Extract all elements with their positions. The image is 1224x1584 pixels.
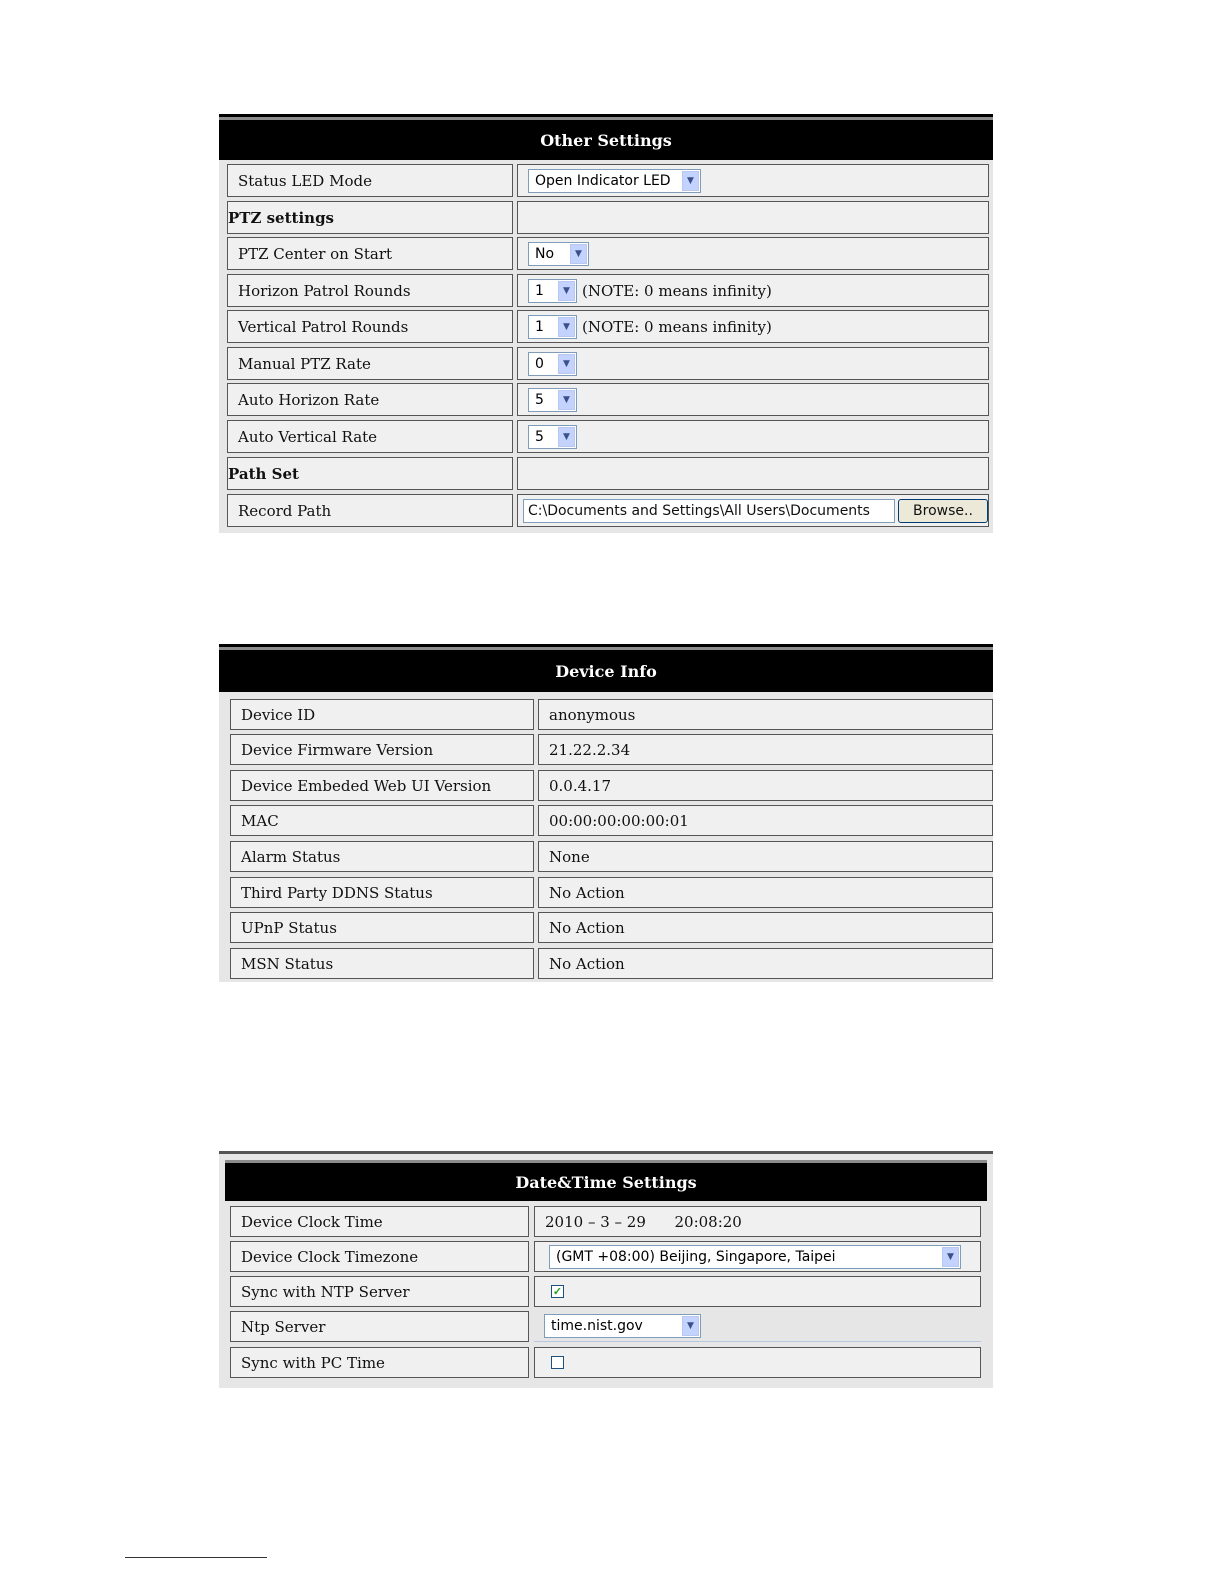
status-led-value-cell [517,164,989,197]
ptz-center-value-cell [517,237,989,270]
device-info-panel [219,644,993,982]
status-led-row [219,164,993,197]
chevron-down-icon[interactable]: ▼ [558,427,575,447]
browse-button[interactable]: Browse.. [898,499,988,523]
auto-horizon-rate-select[interactable] [528,388,577,412]
horizon-patrol-value-cell [517,274,989,307]
manual-ptz-rate-select[interactable] [528,352,577,376]
chevron-down-icon[interactable]: ▼ [558,281,575,301]
mac-row [219,805,993,836]
auto-vertical-rate-label: Auto Vertical Rate [227,420,513,453]
status-led-select-value: Open Indicator LED [535,172,671,189]
ptz-center-select[interactable] [528,242,589,266]
sync-pc-checkbox[interactable] [551,1356,564,1369]
firmware-version-value: 21.22.2.34 [538,734,993,765]
upnp-status-label: UPnP Status [230,912,534,943]
status-led-label: Status LED Mode [227,164,513,197]
auto-vertical-rate-row [219,420,993,453]
msn-status-label: MSN Status [230,948,534,979]
sync-ntp-row [219,1276,993,1307]
ptz-settings-section-row [219,201,993,234]
clock-time-row [219,1206,993,1237]
alarm-status-row [219,841,993,872]
ntp-server-select[interactable] [544,1314,701,1338]
ptz-center-select-value: No [535,245,555,262]
horizon-patrol-note: (NOTE: 0 means infinity) [582,281,772,300]
auto-vertical-rate-select-value: 5 [535,428,544,445]
timezone-select[interactable] [549,1245,961,1269]
web-ui-version-label: Device Embeded Web UI Version [230,770,534,801]
horizon-patrol-row [219,274,993,307]
sync-ntp-checkbox[interactable] [551,1285,564,1298]
alarm-status-label: Alarm Status [230,841,534,872]
timezone-row [219,1241,993,1272]
chevron-down-icon[interactable]: ▼ [682,1316,699,1336]
date-time-title: Date&Time Settings [225,1163,987,1201]
horizon-patrol-label: Horizon Patrol Rounds [227,274,513,307]
vertical-patrol-label: Vertical Patrol Rounds [227,310,513,343]
record-path-input[interactable]: C:\Documents and Settings\All Users\Documents [523,499,895,523]
manual-ptz-rate-select-value: 0 [535,355,544,372]
timezone-label: Device Clock Timezone [230,1241,529,1272]
sync-pc-value-cell [534,1347,981,1378]
chevron-down-icon[interactable]: ▼ [558,354,575,374]
ptz-center-label: PTZ Center on Start [227,237,513,270]
sync-pc-label: Sync with PC Time [230,1347,529,1378]
device-id-row [219,699,993,730]
device-id-label: Device ID [230,699,534,730]
ntp-server-label: Ntp Server [230,1311,529,1342]
vertical-patrol-note: (NOTE: 0 means infinity) [582,317,772,336]
vertical-patrol-row [219,310,993,343]
auto-horizon-rate-row [219,383,993,416]
chevron-down-icon[interactable]: ▼ [558,390,575,410]
firmware-version-label: Device Firmware Version [230,734,534,765]
horizon-patrol-select-value: 1 [535,282,544,299]
web-ui-version-row [219,770,993,801]
record-path-row [219,494,993,527]
path-set-heading: Path Set [227,457,513,490]
record-path-label: Record Path [227,494,513,527]
ddns-status-row [219,877,993,908]
web-ui-version-value: 0.0.4.17 [538,770,993,801]
auto-horizon-rate-label: Auto Horizon Rate [227,383,513,416]
auto-vertical-rate-select[interactable] [528,425,577,449]
other-settings-panel [219,114,993,533]
panel-top-border [219,1151,993,1154]
ddns-status-label: Third Party DDNS Status [230,877,534,908]
ntp-server-row [219,1311,993,1342]
clock-time-label: Device Clock Time [230,1206,529,1237]
msn-status-row [219,948,993,979]
device-id-value: anonymous [538,699,993,730]
other-settings-title: Other Settings [219,120,993,160]
clock-time-value: 2010 – 3 – 29 20:08:20 [534,1206,981,1237]
ntp-server-value-cell [534,1311,981,1342]
upnp-status-row [219,912,993,943]
chevron-down-icon[interactable]: ▼ [942,1247,959,1267]
auto-horizon-rate-select-value: 5 [535,391,544,408]
manual-ptz-rate-row [219,347,993,380]
ddns-status-value: No Action [538,877,993,908]
sync-ntp-label: Sync with NTP Server [230,1276,529,1307]
vertical-patrol-select[interactable] [528,315,577,339]
footnote-separator [125,1557,267,1558]
manual-ptz-rate-label: Manual PTZ Rate [227,347,513,380]
timezone-select-value: (GMT +08:00) Beijing, Singapore, Taipei [556,1248,836,1265]
vertical-patrol-select-value: 1 [535,318,544,335]
ptz-settings-empty-cell [517,201,989,234]
vertical-patrol-value-cell [517,310,989,343]
checkmark-icon: ✓ [552,1285,563,1298]
record-path-value-cell [517,494,989,527]
manual-ptz-rate-value-cell [517,347,989,380]
msn-status-value: No Action [538,948,993,979]
auto-vertical-rate-value-cell [517,420,989,453]
firmware-version-row [219,734,993,765]
sync-pc-row [219,1347,993,1378]
chevron-down-icon[interactable]: ▼ [558,317,575,337]
path-set-empty-cell [517,457,989,490]
device-info-title: Device Info [219,650,993,692]
mac-label: MAC [230,805,534,836]
ptz-center-row [219,237,993,270]
ntp-server-select-value: time.nist.gov [551,1318,643,1334]
date-time-panel [219,1151,993,1388]
sync-ntp-value-cell [534,1276,981,1307]
status-led-select[interactable] [528,169,701,193]
timezone-value-cell [534,1241,981,1272]
chevron-down-icon[interactable]: ▼ [682,171,699,191]
alarm-status-value: None [538,841,993,872]
horizon-patrol-select[interactable] [528,279,577,303]
path-set-section-row [219,457,993,490]
auto-horizon-rate-value-cell [517,383,989,416]
mac-value: 00:00:00:00:00:01 [538,805,993,836]
upnp-status-value: No Action [538,912,993,943]
ptz-settings-heading: PTZ settings [227,201,513,234]
chevron-down-icon[interactable]: ▼ [570,244,587,264]
